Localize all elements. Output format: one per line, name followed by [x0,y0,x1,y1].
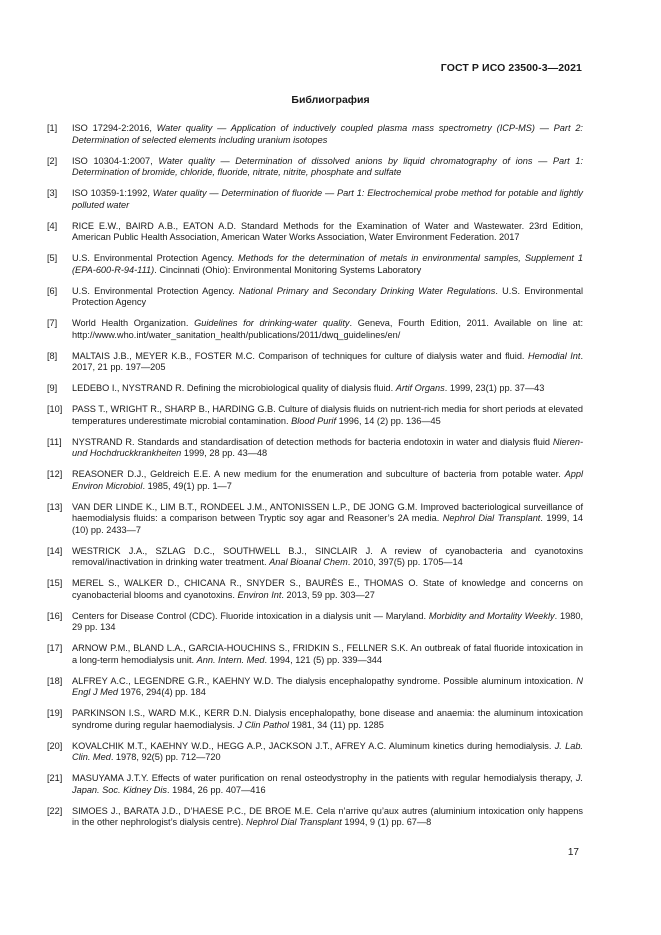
reference-number: [21] [47,773,63,783]
reference-text: 1996, 14 (2) pp. 136—45 [336,415,441,426]
reference-text: . 1999, 14 (10) pp. 2433—7 [72,513,583,535]
reference-text: MALTAIS J.B., MEYER K.B., FOSTER M.C. Comparison of techniques for culture of dialysis water and fluid. [72,350,528,361]
reference-number: [2] [47,155,58,166]
reference-title-italic: Morbidity and Mortality Weekly [428,610,555,621]
reference-number: [12] [47,469,63,479]
reference-number: [13] [47,501,63,512]
reference-number: [10] [47,404,63,414]
reference-text: RICE E.W., BAIRD A.B., EATON A.D. Standard Methods for the Examination of Water and Wastewater. 23rd Edition, American Public Health Association, American Water Works Association, Water Environment Federation. 2017 [72,220,583,242]
reference-text: U.S. Environmental Protection Agency. [72,285,239,296]
reference-number: [18] [47,675,63,686]
bibliography-list [47,123,583,838]
reference-text: LEDEBO I., NYSTRAND R. Defining the microbiological quality of dialysis fluid. [72,383,396,393]
reference-item [47,383,583,395]
reference-title-italic: Environ Int [237,589,282,600]
reference-number: [22] [47,805,63,816]
reference-text: NYSTRAND R. Standards and standardisation of detection methods for bacteria endotoxin in water and dialysis fluid [72,436,553,447]
reference-number: [7] [47,318,58,328]
reference-title-italic: Appl Environ Microbiol [72,469,583,491]
reference-number: [19] [47,708,63,718]
reference-text: 1994, 9 (1) pp. 67—8 [341,817,432,827]
reference-item [47,188,583,211]
reference-text: World Health Organization. [72,318,195,328]
reference-title-italic: J. Japan. Soc. Kidney Dis [72,773,583,795]
reference-item [47,469,583,492]
reference-title-italic: Nephrol Dial Transplant [245,817,342,827]
reference-item [47,643,583,666]
reference-item [47,806,583,829]
reference-text: 1976, 294(4) pp. 184 [117,687,206,697]
reference-title-italic: Guidelines for drinking-water quality [194,318,350,328]
reference-title-italic: Water quality — Determination of dissolved anions by liquid chromatography of ions — Part 1: Determination of bromide, chloride, fluoride, nitrate, nitrite, phosphate and sulfate [72,155,583,177]
reference-text: . 2017, 21 pp. 197—205 [72,350,584,372]
reference-item [47,546,583,569]
reference-text: 1981, 34 (11) pp. 1285 [289,719,384,730]
reference-number: [6] [47,285,58,296]
reference-text: Centers for Disease Control (CDC). Fluoride intoxication in a dialysis unit — Maryland. [72,610,429,621]
reference-number: [16] [47,610,63,621]
reference-item [47,404,583,427]
reference-text: PASS T., WRIGHT R., SHARP B., HARDING G.B. Culture of dialysis fluids on nutrient-rich media for short periods at elevated temperatures underestimate microbial contamination. [72,404,583,426]
reference-text: KOVALCHIK M.T., KAEHNY W.D., HEGG A.P., JACKSON J.T., AFREY A.C. Aluminum kinetics during hemodialysis. [72,740,555,751]
reference-text: ISO 10359-1:1992, [72,188,153,198]
reference-item [47,611,583,634]
reference-item [47,676,583,699]
document-code: ГОСТ Р ИСО 23500-3—2021 [440,62,582,74]
reference-number: [9] [47,383,58,393]
page-number: 17 [567,847,579,858]
reference-title-italic: National Primary and Secondary Drinking Water Regulations [238,285,496,296]
reference-item [47,578,583,601]
reference-text: MEREL S., WALKER D., CHICANA R., SNYDER S., BAURÈS E., THOMAS O. State of knowledge and concerns on cyanobacterial blooms and cyanotoxins. [72,578,583,600]
reference-text: U.S. Environmental Protection Agency. [72,253,239,263]
reference-text: ISO 17294-2:2016, [72,123,157,133]
reference-item [47,221,583,244]
reference-number: [5] [47,253,58,263]
reference-item [47,708,583,731]
reference-text: MASUYAMA J.T.Y. Effects of water purification on renal osteodystrophy in the patients with regular hemodialysis therapy, [72,773,576,783]
reference-text: ARNOW P.M., BLAND L.A., GARCIA-HOUCHINS S., FRIDKIN S., FELLNER S.K. An outbreak of fatal fluoride intoxication in a long-term hemodialysis unit. [72,643,583,665]
reference-title-italic: Nephrol Dial Transplant [442,513,541,523]
reference-title-italic: Artif Organs [395,383,445,393]
reference-text: WESTRICK J.A., SZLAG D.C., SOUTHWELL B.J., SINCLAIR J. A review of cyanobacteria and cyanotoxins removal/inactivation in drinking water treatment. [72,545,583,567]
reference-text: . 1999, 23(1) pp. 37—43 [444,383,545,393]
reference-title-italic: Water quality — Determination of fluoride — Part 1: Electrochemical probe method for potable and lightly polluted water [72,188,583,210]
reference-title-italic: Blood Purif [291,415,337,426]
reference-number: [20] [47,740,63,751]
reference-title-italic: J Clin Pathol [237,719,290,730]
reference-text: . Cincinnati (Ohio): Environmental Monitoring Systems Laboratory [154,264,422,275]
reference-text: ALFREY A.C., LEGENDRE G.R., KAEHNY W.D. The dialysis encephalopathy syndrome. Possible aluminum intoxication. [72,675,577,686]
reference-text: . Geneva, Fourth Edition, 2011. Available on line at: http://www.who.int/water_sanitation_health/publications/2011/dwq_guidelines/en/ [72,318,584,340]
reference-number: [8] [47,350,58,361]
reference-text: . 1978, 92(5) pp. 712—720 [110,752,221,762]
reference-title-italic: Methods for the determination of metals in environmental samples, Supplement 1 (EPA-600-R-94-111) [72,253,583,275]
reference-text: . 2010, 397(5) pp. 1705—14 [347,557,463,567]
reference-title-italic: J. Lab. Clin. Med [72,740,583,762]
reference-item [47,318,583,341]
reference-number: [17] [47,643,63,653]
reference-text: 1999, 28 pp. 43—48 [181,448,268,458]
reference-item [47,253,583,276]
reference-text: . 2013, 59 pp. 303—27 [281,589,375,600]
reference-item [47,156,583,179]
reference-text: . U.S. Environmental Protection Agency [72,285,583,307]
reference-text: SIMOES J., BARATA J.D., D’HAESE P.C., DE BROE M.E. Cela n’arrive qu’aux autres (aluminium intoxication only happens in the other nephrologist’s dialysis centre). [72,805,583,827]
reference-title-italic: Anal Bioanal Chem [269,557,348,567]
reference-text: . 1985, 49(1) pp. 1—7 [142,480,232,491]
reference-text: VAN DER LINDE K., LIM B.T., RONDEEL J.M., ANTONISSEN L.P., DE JONG G.M. Improved bacteriological surveillance of haemodialysis fluids: a comparison between Tryptic soy agar and Reasoner’s 2A media. [72,501,583,523]
reference-text: ISO 10304-1:2007, [72,155,159,166]
reference-text: . 1994, 121 (5) pp. 339—344 [264,654,383,665]
reference-title-italic: Ann. Intern. Med [196,654,265,665]
reference-title-italic: Hemodial Int [527,350,581,361]
reference-text: . 1980, 29 pp. 134 [72,610,583,632]
reference-number: [4] [47,220,58,231]
reference-text: . 1984, 26 pp. 407—416 [167,784,266,795]
reference-number: [14] [47,545,63,556]
reference-text: REASONER D.J., Geldreich E.E. A new medium for the enumeration and subculture of bacteria from potable water. [72,469,565,479]
reference-item [47,123,583,146]
reference-item [47,437,583,460]
reference-item [47,286,583,309]
reference-text: PARKINSON I.S., WARD M.K., KERR D.N. Dialysis encephalopathy, bone disease and anaemia: the aluminum intoxication syndrome during regular haemodialysis. [72,708,583,730]
reference-item [47,741,583,764]
reference-title-italic: N Engl J Med [72,675,583,697]
reference-item [47,351,583,374]
reference-title-italic: Nieren- und Hochdruckkrankheiten [72,436,583,458]
reference-number: [11] [47,436,62,447]
reference-title-italic: Water quality — Application of inductively coupled plasma mass spectrometry (ICP-MS) — Part 2: Determination of selected elements including uranium isotopes [72,123,583,145]
reference-number: [15] [47,578,63,588]
reference-item [47,502,583,537]
reference-item [47,773,583,796]
section-title: Библиография [291,94,370,106]
reference-number: [1] [47,123,58,133]
reference-number: [3] [47,188,58,198]
